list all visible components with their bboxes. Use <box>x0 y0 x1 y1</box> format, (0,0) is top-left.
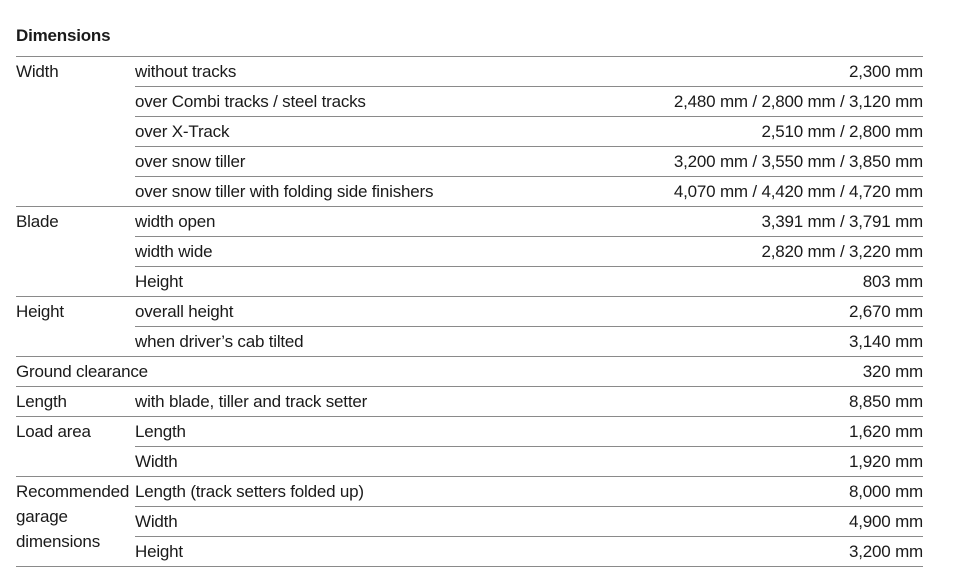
category-label: Length <box>16 392 67 411</box>
group-blade <box>16 207 923 297</box>
category-label: Height <box>16 302 64 321</box>
table-row <box>135 537 923 566</box>
category-label: Recommended garage dimensions <box>16 482 130 551</box>
row-value: 3,200 mm <box>849 541 923 561</box>
row-label: Width <box>135 511 178 531</box>
row-label: Length <box>135 421 186 441</box>
row-label: over X-Track <box>135 121 230 141</box>
row-label: Height <box>135 271 183 291</box>
row-label: Width <box>135 451 178 471</box>
group-length <box>16 387 923 417</box>
row-value: 320 mm <box>862 361 923 381</box>
table-row <box>135 177 923 206</box>
table-row <box>135 267 923 296</box>
row-value: 4,070 mm / 4,420 mm / 4,720 mm <box>673 181 923 201</box>
table-row <box>135 447 923 476</box>
category-label: Ground clearance <box>16 361 148 381</box>
row-value: 3,391 mm / 3,791 mm <box>761 211 923 231</box>
row-value: 2,480 mm / 2,800 mm / 3,120 mm <box>673 91 923 111</box>
group-width <box>16 57 923 207</box>
row-label: width open <box>135 211 216 231</box>
row-label: width wide <box>135 241 213 261</box>
table-row <box>135 87 923 117</box>
row-label: Height <box>135 541 183 561</box>
row-label: with blade, tiller and track setter <box>135 391 368 411</box>
row-label: over snow tiller with folding side finishers <box>135 181 434 201</box>
row-value: 2,820 mm / 3,220 mm <box>761 241 923 261</box>
row-value: 803 mm <box>862 271 923 291</box>
table-row <box>135 477 923 507</box>
row-value: 2,300 mm <box>849 61 923 81</box>
table-row <box>135 387 923 416</box>
group-load-area <box>16 417 923 477</box>
row-value: 8,000 mm <box>849 481 923 501</box>
category-label: Width <box>16 62 59 81</box>
table-row <box>135 117 923 147</box>
row-value: 8,850 mm <box>849 391 923 411</box>
row-value: 1,920 mm <box>849 451 923 471</box>
row-label: without tracks <box>135 61 237 81</box>
table-row <box>135 297 923 327</box>
row-value: 1,620 mm <box>849 421 923 441</box>
row-label: when driver’s cab tilted <box>135 331 304 351</box>
row-label: overall height <box>135 301 234 321</box>
row-value: 3,140 mm <box>849 331 923 351</box>
table-row <box>135 237 923 267</box>
table-row <box>135 327 923 356</box>
table-row <box>135 57 923 87</box>
table-row <box>16 357 923 386</box>
row-value: 3,200 mm / 3,550 mm / 3,850 mm <box>673 151 923 171</box>
row-label: Length (track setters folded up) <box>135 481 364 501</box>
section-title: Dimensions <box>16 26 111 45</box>
row-label: over snow tiller <box>135 151 246 171</box>
dimensions-table <box>16 56 923 567</box>
group-height <box>16 297 923 357</box>
row-value: 4,900 mm <box>849 511 923 531</box>
table-row <box>135 147 923 177</box>
row-label: over Combi tracks / steel tracks <box>135 91 366 111</box>
row-value: 2,510 mm / 2,800 mm <box>761 121 923 141</box>
category-label: Blade <box>16 212 59 231</box>
row-value: 2,670 mm <box>849 301 923 321</box>
group-garage-dimensions <box>16 477 923 567</box>
table-row <box>135 507 923 537</box>
group-ground-clearance <box>16 357 923 387</box>
category-label: Load area <box>16 422 91 441</box>
table-row <box>135 207 923 237</box>
table-row <box>135 417 923 447</box>
